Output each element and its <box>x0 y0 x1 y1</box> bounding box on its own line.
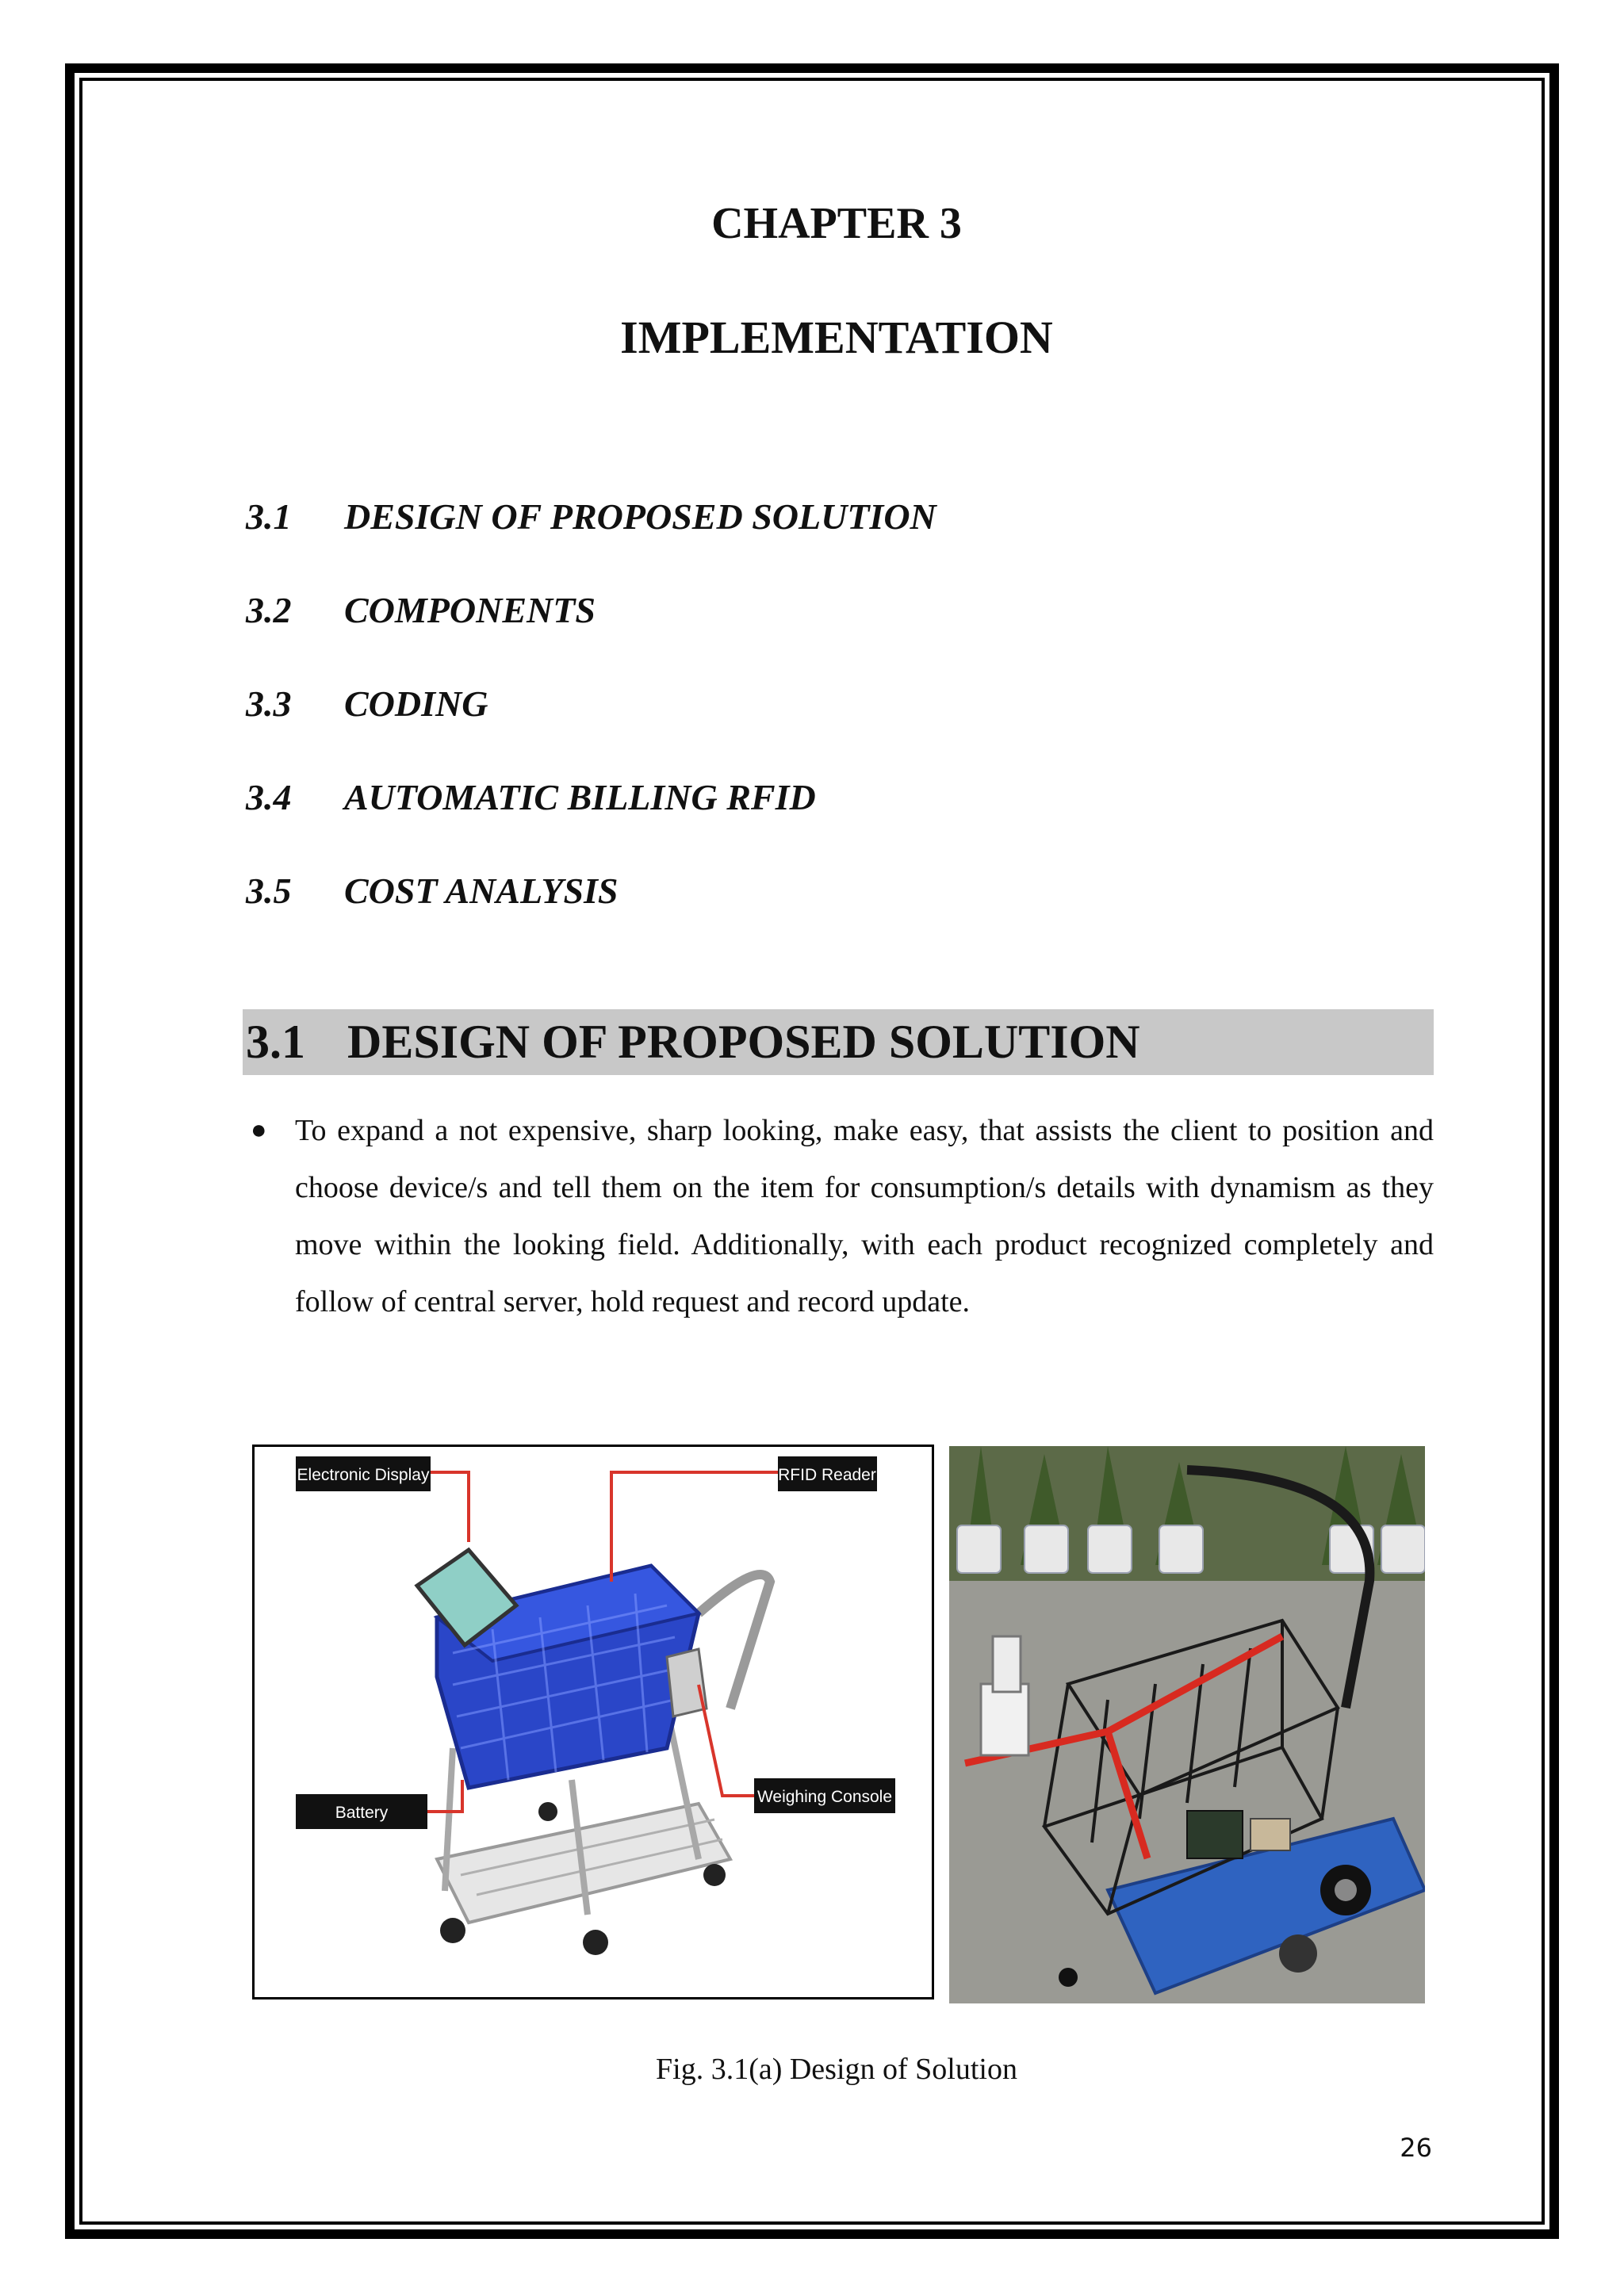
section-heading <box>243 1009 1434 1075</box>
label-weighing-console: Weighing Console <box>756 1788 893 1806</box>
section-title: DESIGN OF PROPOSED SOLUTION <box>347 1016 1140 1068</box>
toc-item <box>246 496 1435 589</box>
cart-design-diagram <box>252 1445 934 1999</box>
bullet-text: To expand a not expensive, sharp looking, make easy, that assists the client to position and choose device/s and tell them on the item for consumption/s details with dynamism as they move within the looking field. Additionally, with each product recognized completely and follow of central server, hold request and record update. <box>295 1114 1434 1318</box>
toc-item-number: 3.2 <box>246 590 292 630</box>
toc-item-label: COMPONENTS <box>344 590 596 630</box>
toc-item-number: 3.1 <box>246 496 292 537</box>
page-number: 26 <box>1400 2133 1432 2163</box>
toc-item <box>246 776 1435 870</box>
toc-item-label: CODING <box>344 683 488 724</box>
label-electronic-display: Electronic Display <box>297 1466 430 1484</box>
section-number: 3.1 <box>246 1016 305 1068</box>
cart-diagram-illustration <box>255 1447 932 1997</box>
toc-item <box>246 683 1435 776</box>
cart-prototype-photo <box>949 1446 1425 2003</box>
toc-item-number: 3.4 <box>246 777 292 817</box>
toc-item <box>246 870 1435 963</box>
toc-item-number: 3.5 <box>246 871 292 911</box>
toc-item-label: COST ANALYSIS <box>344 871 619 911</box>
prototype-photo-illustration <box>949 1446 1425 2003</box>
chapter-title: CHAPTER 3 <box>711 199 962 248</box>
chapter-contents-list <box>246 496 1435 963</box>
bullet-dot-icon: ● <box>251 1115 267 1145</box>
toc-item-label: DESIGN OF PROPOSED SOLUTION <box>344 496 936 537</box>
toc-item-label: AUTOMATIC BILLING RFID <box>344 777 816 817</box>
label-rfid-reader: RFID Reader <box>778 1466 876 1484</box>
figure-caption: Fig. 3.1(a) Design of Solution <box>656 2053 1017 2086</box>
toc-item <box>246 589 1435 683</box>
label-battery: Battery <box>335 1804 389 1822</box>
toc-item-number: 3.3 <box>246 683 292 724</box>
bullet-paragraph <box>246 1102 1434 1330</box>
chapter-subtitle: IMPLEMENTATION <box>620 312 1053 363</box>
